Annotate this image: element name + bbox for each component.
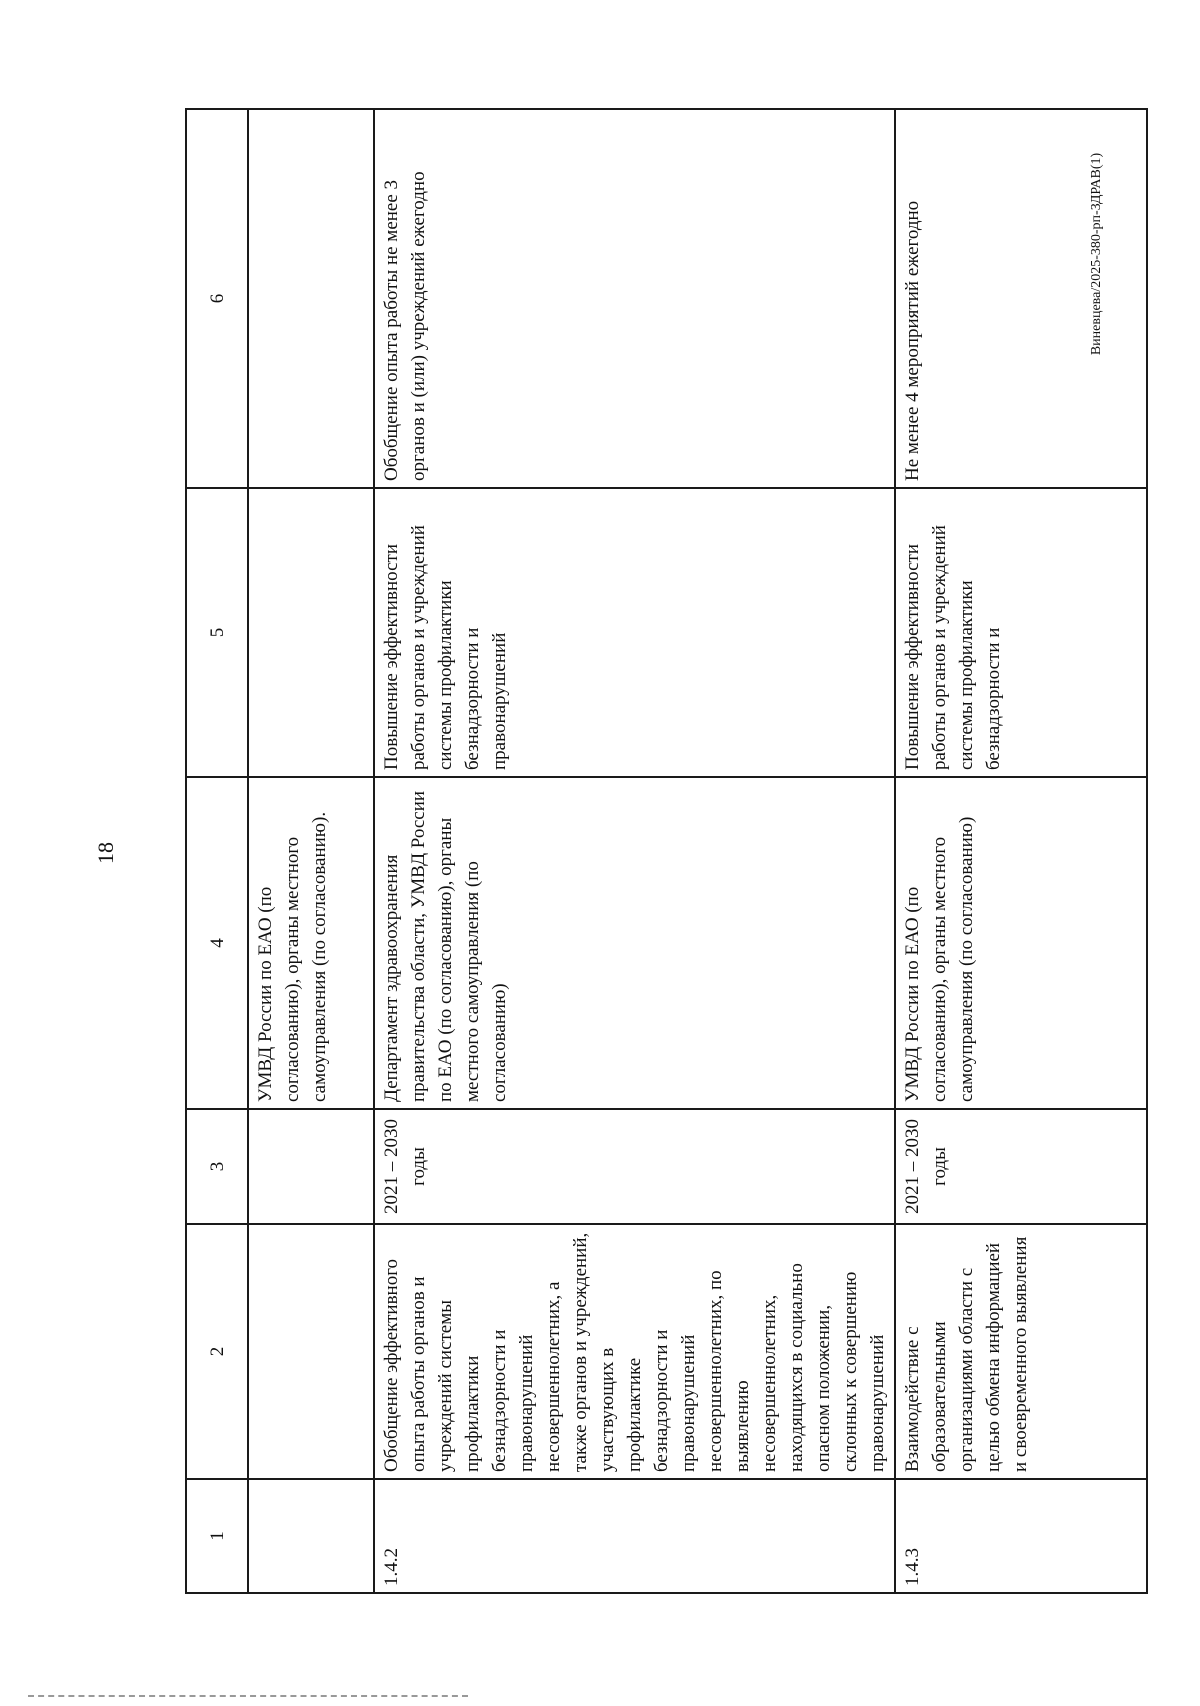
cell-activity <box>248 1224 374 1479</box>
measures-table <box>185 108 1148 1594</box>
header-cell-3: 3 <box>186 1109 248 1224</box>
cell-number: 1.4.3 <box>895 1479 1147 1593</box>
cell-result <box>248 488 374 777</box>
table-row <box>895 109 1147 1593</box>
cell-indicator <box>248 109 374 488</box>
cell-activity: Обобщение эффективного опыта работы органов и учреждений системы профилактики безнадзорности и правонарушений несовершеннолетних, а также органов и учреждений, участвующих в профилактике безнадзорности и правонарушений несовершеннолетних, по выявлению несовершеннолетних, находящихся в социально опасном положении, склонных к совершению правонарушений <box>374 1224 895 1479</box>
header-cell-6: 6 <box>186 109 248 488</box>
table-row <box>374 109 895 1593</box>
cell-result: Повышение эффективности работы органов и учреждений системы профилактики безнадзорности и правонарушений <box>374 488 895 777</box>
cell-result: Повышение эффективности работы органов и учреждений системы профилактики безнадзорности и <box>895 488 1147 777</box>
header-cell-1: 1 <box>186 1479 248 1593</box>
cell-number <box>248 1479 374 1593</box>
page-number: 18 <box>93 842 118 864</box>
cell-term: 2021 – 2030 годы <box>895 1109 1147 1224</box>
scan-edge-line <box>28 1695 468 1697</box>
cell-indicator: Обобщение опыта работы не менее 3 органов и (или) учреждений ежегодно <box>374 109 895 488</box>
header-cell-5: 5 <box>186 488 248 777</box>
cell-term <box>248 1109 374 1224</box>
header-cell-4: 4 <box>186 777 248 1109</box>
document-code: Виневцева/2025-380-рп-ЗДРАВ(1) <box>1089 152 1104 356</box>
table-header-row <box>186 109 248 1593</box>
cell-number: 1.4.2 <box>374 1479 895 1593</box>
measures-table-frame <box>185 110 1200 1586</box>
cell-executors: УМВД России по ЕАО (по согласованию), органы местного самоуправления (по согласованию) <box>895 777 1147 1109</box>
cell-executors: УМВД России по ЕАО (по согласованию), органы местного самоуправления (по согласованию). <box>248 777 374 1109</box>
rotated-table-container <box>185 110 1108 1594</box>
cell-activity: Взаимодействие с образовательными организациями области с целью обмена информацией и своевременного выявления <box>895 1224 1147 1479</box>
table-row-continuation <box>248 109 374 1593</box>
header-cell-2: 2 <box>186 1224 248 1479</box>
cell-term: 2021 – 2030 годы <box>374 1109 895 1224</box>
cell-executors: Департамент здравоохранения правительства области, УМВД России по ЕАО (по согласованию), органы местного самоуправления (по согласованию) <box>374 777 895 1109</box>
cell-indicator: Не менее 4 мероприятий ежегодно <box>895 109 1147 488</box>
